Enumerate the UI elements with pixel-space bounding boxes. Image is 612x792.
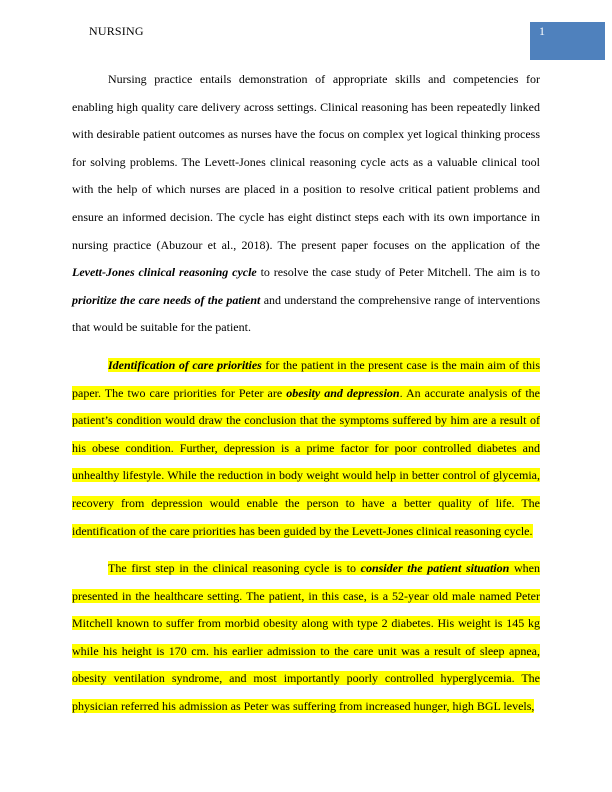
text-segment: to resolve the case study of Peter Mitchell. The aim is to (256, 265, 540, 280)
paragraph-care-priorities (72, 352, 540, 545)
running-head: NURSING (89, 24, 144, 38)
emphasis-levett-jones-cycle: Levett-Jones clinical reasoning cycle (72, 265, 257, 280)
highlighted-text-segment: when presented in the healthcare setting. The patient, in this case, is a 52-year old male named Peter Mitchell known to suffer from morbid obesity along with type 2 diabetes. His weight is 145 kg while his height is 170 cm. his earlier admission to the care unit was a result of sleep apnea, obesity ventilation syndrome, and most importantly poorly controlled hyperglycemia. The physician referred his admission as Peter was suffering from increased hunger, high BGL levels, (72, 561, 540, 714)
emphasis-consider-patient-situation: consider the patient situation (360, 561, 510, 576)
emphasis-obesity-and-depression: obesity and depression (286, 385, 400, 400)
text-segment: Nursing practice entails demonstration of appropriate skills and competencies for enabling high quality care delivery across settings. Clinical reasoning has been repeatedly linked with desirable patient outcomes as nurses have the focus on complex yet logical thinking process for solving problems. The Levett-Jones clinical reasoning cycle acts as a valuable clinical tool with the help of which nurses are placed in a position to resolve critical patient problems and ensure an informed decision. The cycle has eight distinct steps each with its own importance in nursing practice (Abuzour et al., 2018). The present paper focuses on the application of the (72, 72, 540, 252)
paragraph-introduction (72, 66, 540, 342)
emphasis-identification-of-care-priorities: Identification of care priorities (108, 357, 262, 372)
highlighted-text-segment: . An accurate analysis of the patient’s condition would draw the conclusion that the symptoms suffered by him are a result of his obese condition. Further, depression is a prime factor for poor controlled diabetes and unhealthy lifestyle. While the reduction in body weight would help in better control of glycemia, recovery from depression would enable the person to have a better quality of life. The identification of the care priorities has been guided by the Levett-Jones clinical reasoning cycle. (72, 385, 541, 538)
page-number-box (530, 22, 605, 60)
document-body (72, 66, 540, 721)
page-number: 1 (539, 24, 545, 38)
emphasis-prioritize-care-needs: prioritize the care needs of the patient (72, 292, 261, 307)
highlighted-text-segment: for the patient in the present case is the main aim of this paper. The two care priorities for Peter are (72, 357, 540, 400)
text-segment: and understand the comprehensive range of interventions that would be suitable for the patient. (72, 292, 541, 335)
paragraph-patient-situation (72, 555, 540, 721)
highlighted-text-segment: The first step in the clinical reasoning cycle is to (108, 561, 361, 576)
